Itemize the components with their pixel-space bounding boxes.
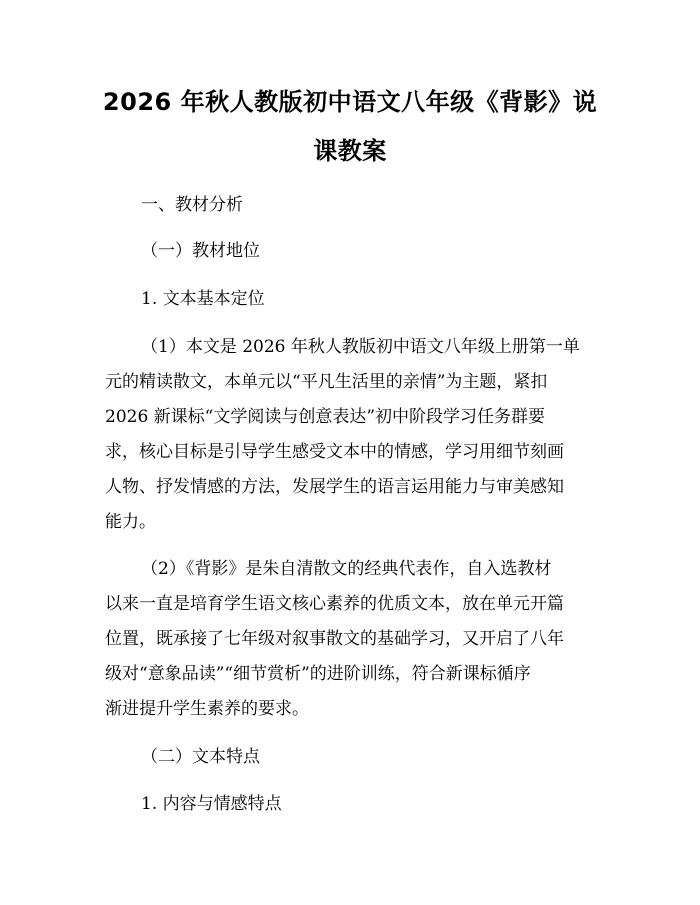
paragraph-1-line-6: 能力。 (105, 512, 156, 532)
paragraph-1-line-1: （1）本文是 2026 年秋人教版初中语文八年级上册第一单 (141, 337, 580, 357)
paragraph-2-line-2: 以来一直是培育学生语文核心素养的优质文本，放在单元开篇 (105, 594, 564, 614)
paragraph-1-line-2: 元的精读散文，本单元以“平凡生活里的亲情”为主题，紧扣 (105, 372, 548, 392)
section-heading-textbook-analysis: 一、教材分析 (141, 195, 243, 215)
item-heading-basic-positioning: 1. 文本基本定位 (141, 289, 265, 309)
paragraph-2-line-4: 级对“意象品读”“细节赏析”的进阶训练，符合新课标循序 (105, 664, 531, 684)
paragraph-1-line-4: 求，核心目标是引导学生感受文本中的情感，学习用细节刻画 (105, 442, 564, 462)
item-heading-content-emotion: 1. 内容与情感特点 (141, 794, 282, 814)
paragraph-2-line-5: 渐进提升学生素养的要求。 (105, 699, 309, 719)
subsection-heading-textbook-status: （一）教材地位 (141, 241, 260, 261)
paragraph-1-line-3: 2026 新课标“文学阅读与创意表达”初中阶段学习任务群要 (105, 407, 546, 427)
paragraph-2-line-1: （2）《背影》是朱自清散文的经典代表作，自入选教材 (141, 559, 552, 579)
document-title-line-1: 2026 年秋人教版初中语文八年级《背影》说 (102, 88, 598, 116)
paragraph-1-line-5: 人物、抒发情感的方法，发展学生的语言运用能力与审美感知 (105, 477, 564, 497)
paragraph-2-line-3: 位置，既承接了七年级对叙事散文的基础学习，又开启了八年 (105, 629, 564, 649)
subsection-heading-text-features: （二）文本特点 (141, 747, 260, 767)
document-title-line-2: 课教案 (313, 137, 387, 165)
